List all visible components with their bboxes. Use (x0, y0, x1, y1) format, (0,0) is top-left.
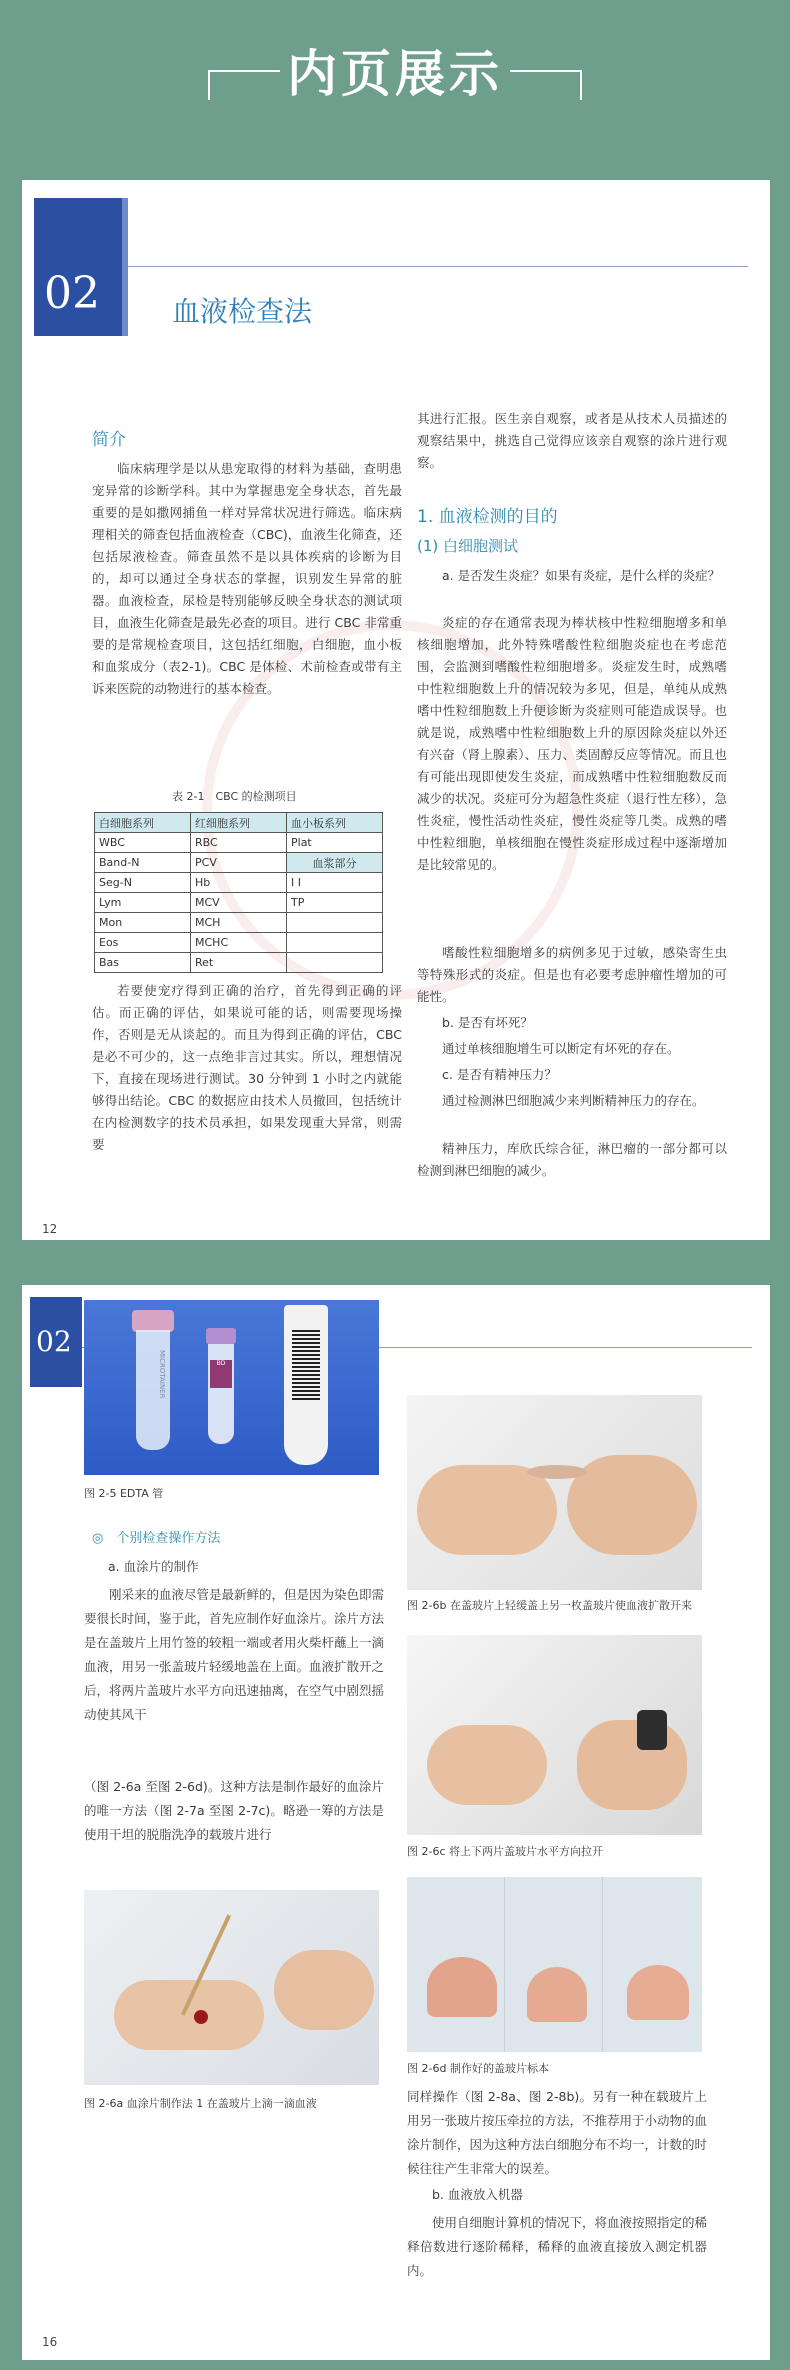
question-c-paragraph: 通过检测淋巴细胞减少来判断精神压力的存在。 (442, 1093, 705, 1108)
intro-paragraph-1: 临床病理学是以从患宠取得的材料为基础，查明患宠异常的诊断学科。其中为掌握患宠全身状态，首先最重要的是如撒网捕鱼一样对异常状况进行筛选。临床病理相关的筛查包括血液检查（CBC)，血液生化筛查，还包括尿液检查。筛查虽然不是以具体疾病的诊断为目的，却可以通过全身状态的掌握，识别发生异常的脏器。血液检查，尿检是特别能够反映全身状态的测试项目，血液生化筛查是最先必查的项目。进行 CBC 非常重要的是常规检查项目，这包括红细胞，白细胞，血小板和血浆成分（表2-1)。CBC 是体检、术前检查或带有主诉来医院的动物进行的基本检查。 (92, 461, 402, 696)
page-number: 12 (42, 1222, 58, 1236)
hand-left (427, 1725, 547, 1805)
cbc-table (94, 812, 383, 973)
table-cell: RBC (191, 833, 287, 853)
table-cell: WBC (95, 833, 191, 853)
item-a-paragraph-2: （图 2-6a 至图 2-6d)。这种方法是制作最好的血涂片的唯一方法（图 2-7a 至图 2-7c)。略逊一筹的方法是使用干坦的脱脂洗净的载玻片进行 (84, 1779, 384, 1842)
chapter-block-edge (122, 198, 128, 336)
table-header-cell: 血小板系列 (287, 813, 383, 833)
barcode-icon (292, 1330, 320, 1400)
smear-2 (527, 1967, 587, 2022)
edta-tubes-photo (84, 1300, 379, 1475)
table-header-cell: 红细胞系列 (191, 813, 287, 833)
table-cell: MCV (191, 893, 287, 913)
watch-icon (637, 1710, 667, 1750)
table-cell: Hb (191, 873, 287, 893)
hand-right (274, 1950, 374, 2030)
table-cell: I I (287, 873, 383, 893)
banner-title: 内页展示 (287, 45, 503, 103)
figure-2-6d-photo (407, 1877, 702, 2052)
table-cell: PCV (191, 853, 287, 873)
question-a-heading: a. 是否发生炎症？如果有炎症，是什么样的炎症？ (442, 568, 721, 583)
table-cell: Plat (287, 833, 383, 853)
table-cell: Mon (95, 913, 191, 933)
chapter-number: 02 (36, 1325, 72, 1358)
smear-3 (627, 1965, 689, 2020)
question-a-paragraph-2: 嗜酸性粒细胞增多的病例多见于过敏，感染寄生虫等特殊形式的炎症。但是也有必要考虑肿瘤性增加的可能性。 (417, 945, 727, 1004)
figure-2-6b-photo (407, 1395, 702, 1590)
hand-left (417, 1465, 557, 1555)
page-12 (22, 180, 770, 1240)
subsection-1-heading: (1) 白细胞测试 (417, 537, 519, 555)
intro-paragraph-2: 若要使宠疗得到正确的治疗，首先得到正确的评估。而正确的评估，如果说可能的话，则需要现场操作，否则是无从谈起的。而且为得到正确的评估，CBC 是必不可少的，这一点绝非言过其实。所以，理想情况下，直接在现场进行测试。30 分钟到 1 小时之内就能够得出结论。CBC 的数据应由技术人员撤回，包括统计在内检测数字的技术员承担，如果发现重大异常，则需要 (92, 983, 402, 1152)
table-caption: 表 2-1 CBC 的检测项目 (172, 790, 297, 803)
question-b-heading: b. 是否有坏死？ (442, 1015, 533, 1030)
tube-cap-purple (206, 1328, 236, 1344)
figure-2-6a-photo (84, 1890, 379, 2085)
chapter-number: 02 (44, 268, 100, 319)
question-a-paragraph: 炎症的存在通常表现为棒状核中性粒细胞增多和单核细胞增加，此外特殊嗜酸性粒细胞炎症也在考虑范围，会监测到嗜酸性粒细胞增多。炎症发生时，成熟嗜中性粒细胞数上升的情况较为多见，但是，单纯从成熟嗜中性粒细胞数上升便诊断为炎症则可能造成误导。也就是说，成熟嗜中性粒细胞数上升的原因除炎症以外还有兴奋（肾上腺素）、压力、类固醇反应等情况。而且也有可能出现即使发生炎症，而成熟嗜中性粒细胞数反而减少的状况。炎症可分为超急性炎症（退行性左移），急性炎症，慢性活动性炎症，慢性炎症等几类。成熟的嗜中性粒细胞，单核细胞在慢性炎症形成过程中逐渐增加是比较常见的。 (417, 615, 727, 872)
hand-right (577, 1720, 687, 1810)
cover-slip (527, 1465, 587, 1479)
right-lead-paragraph: 其进行汇报。医生亲自观察，或者是从技术人员描述的观察结果中，挑选自己觉得应该亲自观察的涂片进行观察。 (417, 411, 727, 470)
table-cell: Bas (95, 953, 191, 973)
right-paragraph: 同样操作（图 2-8a、图 2-8b)。另有一种在载玻片上用另一张玻片按压牵拉的方法，不推荐用于小动物的血涂片制作，因为这种方法白细胞分布不均一，计数的时候往往产生非常大的误差。 (407, 2089, 708, 2176)
table-cell: Lym (95, 893, 191, 913)
page-number: 16 (42, 2335, 58, 2349)
figure-2-6c-caption: 图 2-6c 将上下两片盖玻片水平方向拉开 (407, 1845, 604, 1858)
blood-drop (194, 2010, 208, 2024)
figure-2-6c-photo (407, 1635, 702, 1835)
figure-2-5-caption: 图 2-5 EDTA 管 (84, 1487, 164, 1500)
figure-2-6d-caption: 图 2-6d 制作好的盖玻片标本 (407, 2062, 549, 2075)
section-heading (92, 1527, 220, 1546)
question-c-paragraph-2: 精神压力，库欣氏综合征，淋巴瘤的一部分都可以检测到淋巴细胞的减少。 (417, 1141, 727, 1178)
table-header-cell: 白细胞系列 (95, 813, 191, 833)
section-1-heading: 1. 血液检测的目的 (417, 507, 558, 527)
section-heading-text: 个别检查操作方法 (116, 1531, 221, 1546)
tube-small (208, 1344, 234, 1444)
table-cell: Band-N (95, 853, 191, 873)
banner (0, 0, 790, 175)
question-c-heading: c. 是否有精神压力？ (442, 1067, 557, 1082)
tube-label-text: MICROTAINER (158, 1350, 166, 1399)
hand-left (114, 1980, 264, 2050)
smear-1 (427, 1957, 497, 2017)
chapter-title: 血液检查法 (172, 295, 313, 328)
bullet-icon: ◎ (92, 1531, 117, 1546)
intro-heading: 简介 (92, 430, 126, 450)
table-cell: MCHC (191, 933, 287, 953)
tube-cap-pink (132, 1310, 174, 1332)
item-a-paragraph: 刚采来的血液尽管是最新鲜的，但是因为染色即需要很长时间，鉴于此，首先应制作好血涂片。涂片方法是在盖玻片上用竹签的较粗一端或者用火柴杆蘸上一滴血液，用另一张盖玻片轻缓地盖在上面。血液扩散开之后，将两片盖玻片水平方向迅速抽离，在空气中剧烈摇动使其风干 (84, 1587, 385, 1722)
question-b-paragraph: 通过单核细胞增生可以断定有坏死的存在。 (442, 1041, 680, 1056)
item-a-heading: a. 血涂片的制作 (108, 1559, 199, 1574)
table-cell: Eos (95, 933, 191, 953)
table-cell: 血浆部分 (287, 853, 383, 873)
tube-label: BD (210, 1360, 232, 1388)
item-b-heading: b. 血液放入机器 (432, 2187, 523, 2202)
table-cell: TP (287, 893, 383, 913)
table-cell: Seg-N (95, 873, 191, 893)
header-rule (128, 266, 748, 267)
table-cell (287, 913, 383, 933)
page-16 (22, 1285, 770, 2360)
table-cell (287, 933, 383, 953)
figure-2-6b-caption: 图 2-6b 在盖玻片上轻缓盖上另一枚盖玻片使血液扩散开来 (407, 1599, 692, 1612)
slide-2 (505, 1877, 603, 2052)
table-cell (287, 953, 383, 973)
figure-2-6a-caption: 图 2-6a 血涂片制作法 1 在盖玻片上滴一滴血液 (84, 2097, 317, 2110)
table-cell: Ret (191, 953, 287, 973)
item-b-paragraph: 使用自细胞计算机的情况下，将血液按照指定的稀释倍数进行逐阶稀释，稀释的血液直接放入测定机器内。 (407, 2215, 708, 2278)
table-cell: MCH (191, 913, 287, 933)
